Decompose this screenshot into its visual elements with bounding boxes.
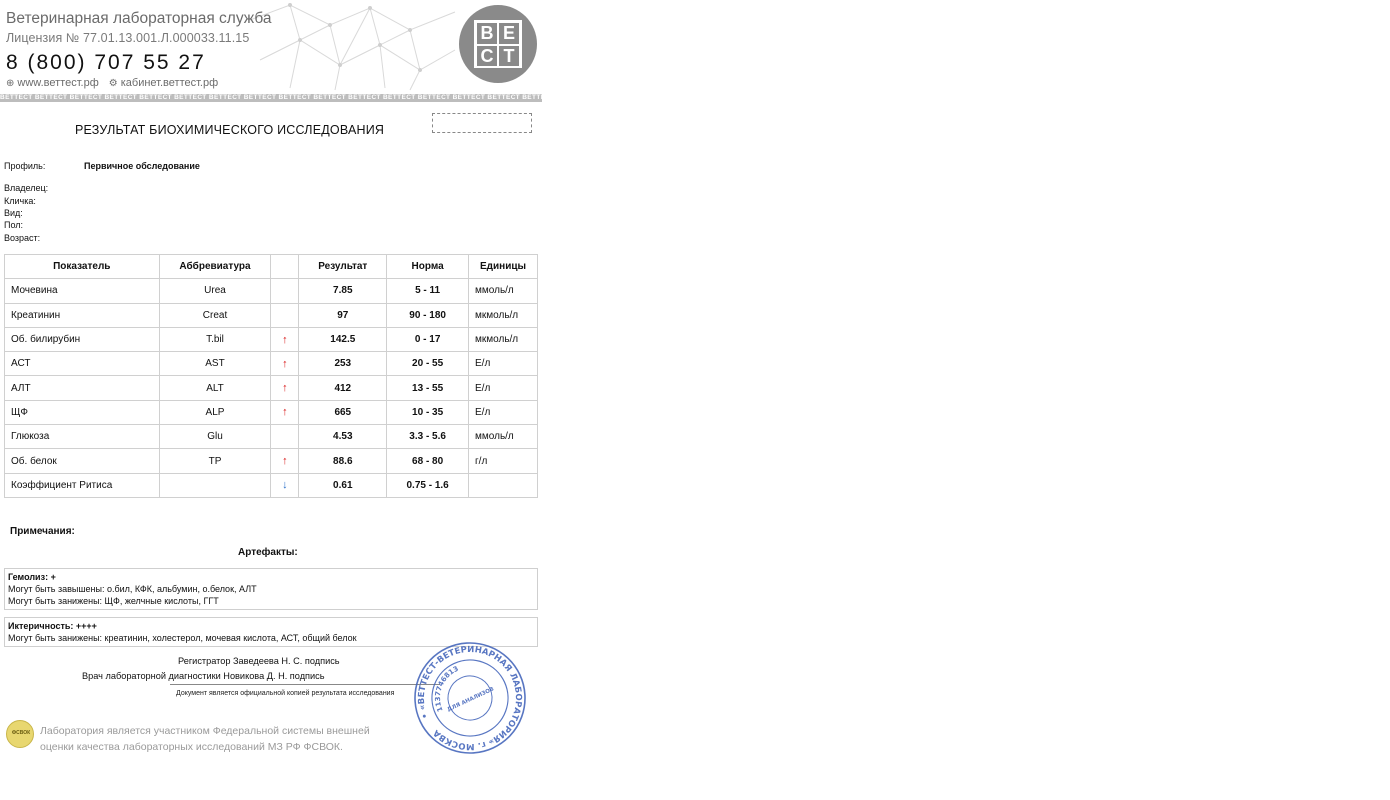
- column-header: Показатель: [5, 255, 160, 279]
- lab-name: Ветеринарная лабораторная служба: [6, 10, 272, 27]
- result-value: 142.5: [299, 327, 387, 351]
- indicator-name: АСТ: [5, 352, 160, 376]
- reference-range: 90 - 180: [387, 303, 469, 327]
- reference-range: 68 - 80: [387, 449, 469, 473]
- unit: мкмоль/л: [469, 327, 538, 351]
- website-link[interactable]: ⊕ www.веттест.рф: [6, 77, 99, 89]
- result-value: 7.85: [299, 279, 387, 303]
- hemolysis-decreased: Могут быть занижены: ЩФ, желчные кислоты, ГГТ: [8, 596, 219, 606]
- table-row: [5, 303, 538, 327]
- cabinet-link[interactable]: ⚙ кабинет.веттест.рф: [108, 77, 219, 89]
- letterhead: [0, 0, 542, 92]
- globe-icon: ⊕: [6, 78, 15, 89]
- table-row: [5, 425, 538, 449]
- logo-letter: С: [476, 45, 498, 68]
- logo-letter: Е: [498, 22, 520, 45]
- reference-range: 5 - 11: [387, 279, 469, 303]
- pet-name-label: Кличка:: [4, 196, 36, 206]
- column-header: Единицы: [469, 255, 538, 279]
- report-title: РЕЗУЛЬТАТ БИОХИМИЧЕСКОГО ИССЛЕДОВАНИЯ: [75, 123, 385, 137]
- unit: Е/л: [469, 400, 538, 424]
- indicator-name: Глюкоза: [5, 425, 160, 449]
- hemolysis-title: Гемолиз: +: [8, 572, 56, 582]
- document-divider: [170, 684, 440, 685]
- icterus-decreased: Могут быть занижены: креатинин, холестерол, мочевая кислота, АСТ, общий белок: [8, 633, 357, 643]
- age-label: Возраст:: [4, 233, 41, 243]
- unit: Е/л: [469, 352, 538, 376]
- fsvok-logo: ФСВОК: [6, 720, 34, 748]
- table-row: [5, 473, 538, 497]
- wrench-icon: ⚙: [108, 78, 118, 89]
- footer-text: [40, 723, 370, 755]
- artefacts-label: Артефакты:: [238, 547, 298, 558]
- abbreviation: TP: [159, 449, 271, 473]
- flag-cell: [271, 425, 299, 449]
- notes-label: Примечания:: [10, 526, 75, 537]
- unit: ммоль/л: [469, 279, 538, 303]
- arrow-up-icon: ↑: [271, 400, 299, 424]
- unit: ммоль/л: [469, 425, 538, 449]
- registrar-signature: Регистратор Заведеева Н. С. подпись: [178, 656, 340, 666]
- result-value: 4.53: [299, 425, 387, 449]
- results-table: [4, 254, 538, 498]
- indicator-name: Об. белок: [5, 449, 160, 473]
- result-value: 97: [299, 303, 387, 327]
- reference-range: 13 - 55: [387, 376, 469, 400]
- abbreviation: ALT: [159, 376, 271, 400]
- arrow-up-icon: ↑: [271, 352, 299, 376]
- indicator-name: Об. билирубин: [5, 327, 160, 351]
- reference-range: 0.75 - 1.6: [387, 473, 469, 497]
- unit: г/л: [469, 449, 538, 473]
- vettest-logo: [459, 5, 537, 83]
- indicator-name: Креатинин: [5, 303, 160, 327]
- reference-range: 0 - 17: [387, 327, 469, 351]
- arrow-up-icon: ↑: [271, 327, 299, 351]
- sample-id-box: [432, 113, 532, 133]
- abbreviation: ALP: [159, 400, 271, 424]
- brand-strip: [0, 94, 1390, 102]
- unit: [469, 473, 538, 497]
- brand-strip-text: ВЕТТЕСТ ВЕТТЕСТ ВЕТТЕСТ ВЕТТЕСТ ВЕТТЕСТ ВЕТТЕСТ ВЕТТЕСТ ВЕТТЕСТ ВЕТТЕСТ ВЕТТЕСТ ВЕТТЕСТ ВЕТТЕСТ ВЕТТЕСТ ВЕТТЕСТ ВЕТТЕСТ ВЕТТЕСТ ВЕТТЕСТ ВЕТТЕСТ ВЕТТЕСТ ВЕТТЕСТ ВЕТТЕСТ ВЕТТЕСТ ВЕТТЕСТ ВЕТТЕСТ ВЕТТЕСТ ВЕТТЕСТ ВЕТТЕСТ ВЕТТЕСТ ВЕТТЕСТ ВЕТТЕСТ ВЕТТЕСТ ВЕТТЕСТ ВЕТТЕСТ ВЕТТЕСТ ВЕТТЕСТ ВЕТТЕСТ ВЕТТЕСТ ВЕТТЕСТ ВЕТТЕСТ ВЕТТЕСТ: [0, 94, 1390, 101]
- unit: Е/л: [469, 376, 538, 400]
- profile-label: Профиль:: [4, 161, 46, 171]
- logo-letter: В: [476, 22, 498, 45]
- phone-number: 8 (800) 707 55 27: [6, 51, 206, 74]
- arrow-up-icon: ↑: [271, 449, 299, 473]
- result-value: 665: [299, 400, 387, 424]
- icterus-title: Иктеричность: ++++: [8, 621, 97, 631]
- column-header: Результат: [299, 255, 387, 279]
- arrow-up-icon: ↑: [271, 376, 299, 400]
- reference-range: 10 - 35: [387, 400, 469, 424]
- abbreviation: Glu: [159, 425, 271, 449]
- arrow-down-icon: ↓: [271, 473, 299, 497]
- table-row: [5, 400, 538, 424]
- svg-text:ДЛЯ АНАЛИЗОВ: ДЛЯ АНАЛИЗОВ: [446, 686, 496, 714]
- svg-text:1137746813: 1137746813: [433, 664, 460, 713]
- flag-cell: [271, 279, 299, 303]
- footer-line: оценки качества лабораторных исследований МЗ РФ ФСВОК.: [40, 741, 343, 753]
- license-number: Лицензия № 77.01.13.001.Л.000033.11.15: [6, 31, 250, 45]
- official-copy-note: Документ является официальной копией результата исследования: [176, 690, 395, 697]
- footer-line: Лаборатория является участником Федеральной системы внешней: [40, 725, 370, 737]
- hemolysis-increased: Могут быть завышены: о.бил, КФК, альбумин, о.белок, АЛТ: [8, 584, 257, 594]
- indicator-name: Мочевина: [5, 279, 160, 303]
- table-row: [5, 352, 538, 376]
- abbreviation: T.bil: [159, 327, 271, 351]
- table-row: [5, 376, 538, 400]
- reference-range: 20 - 55: [387, 352, 469, 376]
- indicator-name: ЩФ: [5, 400, 160, 424]
- result-value: 0.61: [299, 473, 387, 497]
- table-header-row: [5, 255, 538, 279]
- table-row: [5, 327, 538, 351]
- doctor-signature: Врач лабораторной диагностики Новикова Д. Н. подпись: [82, 671, 325, 681]
- table-row: [5, 449, 538, 473]
- abbreviation: [159, 473, 271, 497]
- column-header: [271, 255, 299, 279]
- indicator-name: АЛТ: [5, 376, 160, 400]
- abbreviation: Creat: [159, 303, 271, 327]
- table-row: [5, 279, 538, 303]
- indicator-name: Коэффициент Ритиса: [5, 473, 160, 497]
- reference-range: 3.3 - 5.6: [387, 425, 469, 449]
- owner-label: Владелец:: [4, 183, 49, 193]
- result-value: 253: [299, 352, 387, 376]
- flag-cell: [271, 303, 299, 327]
- result-value: 412: [299, 376, 387, 400]
- abbreviation: AST: [159, 352, 271, 376]
- hemolysis-box: [4, 568, 538, 610]
- mesh-decoration: [250, 0, 460, 92]
- abbreviation: Urea: [159, 279, 271, 303]
- lab-seal-stamp: [412, 640, 528, 756]
- column-header: Норма: [387, 255, 469, 279]
- column-header: Аббревиатура: [159, 255, 271, 279]
- result-value: 88.6: [299, 449, 387, 473]
- logo-letter: Т: [498, 45, 520, 68]
- header-links: [6, 77, 218, 89]
- svg-text:• «ВЕТТЕСТ-ВЕТЕРИНАРНАЯ ЛАБОРА: • «ВЕТТЕСТ-ВЕТЕРИНАРНАЯ ЛАБОРАТОРИЯ» г. МОСКВА: [416, 644, 524, 752]
- profile-value: Первичное обследование: [84, 161, 200, 171]
- sex-label: Пол:: [4, 220, 24, 230]
- unit: мкмоль/л: [469, 303, 538, 327]
- species-label: Вид:: [4, 208, 23, 218]
